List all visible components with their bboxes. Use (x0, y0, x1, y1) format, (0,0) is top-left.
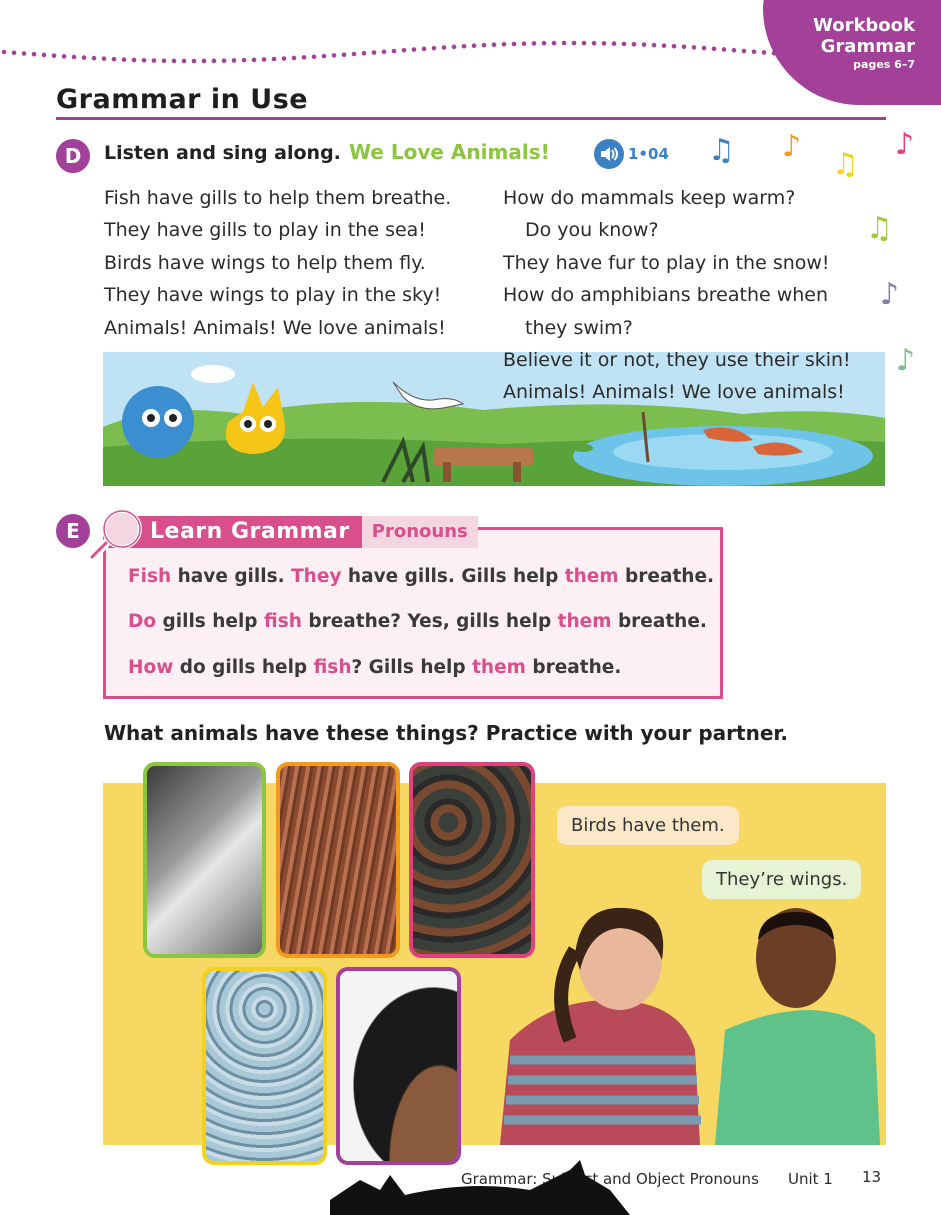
decorative-dot (262, 57, 267, 62)
decorative-dot (402, 48, 407, 53)
highlighted-word: fish (313, 657, 352, 678)
decorative-dot (412, 47, 417, 52)
decorative-dot (372, 50, 377, 55)
decorative-dot (192, 59, 197, 64)
decorative-dot (422, 47, 427, 52)
song-title: We Love Animals! (349, 140, 550, 164)
decorative-dot (322, 54, 327, 59)
grammar-text: breathe. (525, 657, 622, 678)
highlighted-word: them (557, 611, 612, 632)
lyric-line: Animals! Animals! We love animals! (104, 316, 446, 339)
decorative-dot (442, 45, 447, 50)
decorative-dot (202, 59, 207, 64)
deer-silhouette (330, 1160, 630, 1215)
decorative-dot (252, 58, 257, 63)
decorative-dot (122, 57, 127, 62)
footer-unit: Unit 1 (788, 1170, 833, 1188)
decorative-dot (532, 41, 537, 46)
decorative-dot (62, 54, 67, 59)
decorative-dot (172, 59, 177, 64)
learn-grammar-header (108, 516, 478, 548)
decorative-dot (42, 53, 47, 58)
magnifier-icon (86, 505, 146, 565)
grammar-example (128, 657, 621, 678)
decorative-dot (212, 59, 217, 64)
music-note-icon: ♫ (708, 133, 735, 168)
decorative-dot (462, 44, 467, 49)
children-photo (480, 900, 886, 1145)
decorative-dot (312, 54, 317, 59)
grammar-text: have gills. (171, 566, 292, 587)
decorative-dot (382, 49, 387, 54)
lyric-line: How do mammals keep warm? (503, 187, 796, 209)
decorative-dot (682, 44, 687, 49)
decorative-dot (602, 41, 607, 46)
decorative-dot (112, 57, 117, 62)
audio-track-button[interactable] (594, 139, 669, 169)
music-note-icon: ♫ (832, 147, 859, 182)
decorative-dot (542, 41, 547, 46)
decorative-dot (282, 56, 287, 61)
lyric-line: they swim? (525, 316, 633, 339)
highlighted-word: How (128, 657, 174, 678)
decorative-dot (332, 53, 337, 58)
learn-grammar-title: Learn Grammar (108, 516, 362, 548)
decorative-dot (302, 55, 307, 60)
decorative-dot (552, 41, 557, 46)
grammar-text: breathe. (611, 611, 707, 632)
dotted-wave-decoration (0, 30, 790, 75)
decorative-dot (572, 41, 577, 46)
decorative-dot (742, 49, 747, 54)
track-number: 1•04 (628, 145, 669, 163)
decorative-dot (452, 45, 457, 50)
decorative-dot (162, 58, 167, 63)
decorative-dot (142, 58, 147, 63)
decorative-dot (22, 51, 27, 56)
lyric-line: Do you know? (525, 219, 659, 242)
decorative-dot (182, 59, 187, 64)
decorative-dot (352, 52, 357, 57)
grammar-example (128, 566, 714, 587)
scales-photo (202, 967, 327, 1165)
decorative-dot (712, 46, 717, 51)
decorative-dot (522, 41, 527, 46)
lyrics-right-column (503, 182, 851, 409)
page-title: Grammar in Use (56, 84, 309, 115)
decorative-dot (292, 56, 297, 61)
music-note-icon: ♪ (782, 129, 802, 164)
lyric-line: Believe it or not, they use their skin! (503, 349, 851, 372)
workbook-label: Workbook (812, 15, 915, 36)
decorative-dot (362, 51, 367, 56)
grammar-text: gills help (156, 611, 264, 632)
grammar-label: Grammar (820, 36, 915, 57)
highlighted-word: Do (128, 611, 157, 632)
decorative-dot (52, 53, 57, 58)
music-note-icon: ♪ (880, 277, 900, 312)
fur-photo (276, 762, 400, 958)
decorative-dot (722, 47, 727, 52)
music-note-icon: ♪ (896, 343, 916, 378)
footer-topic: Grammar: Subject and Object Pronouns (461, 1170, 759, 1188)
decorative-dot (132, 58, 137, 63)
decorative-dot (472, 43, 477, 48)
decorative-dot (12, 50, 17, 55)
section-d-instruction: Listen and sing along. (104, 142, 341, 164)
decorative-dot (692, 45, 697, 50)
highlighted-word: Fish (128, 566, 172, 587)
lyric-line: Animals! Animals! We love animals! (503, 381, 845, 404)
page-number: 13 (862, 1168, 882, 1186)
lyrics-left-column (104, 182, 451, 344)
music-note-icon: ♪ (895, 127, 915, 162)
decorative-dot (222, 58, 227, 63)
lyric-line: They have wings to play in the sky! (104, 284, 442, 307)
decorative-dot (732, 48, 737, 53)
grammar-text: do gills help (173, 657, 314, 678)
decorative-dot (82, 55, 87, 60)
decorative-dot (272, 57, 277, 62)
decorative-dot (242, 58, 247, 63)
grammar-text: breathe. (618, 566, 715, 587)
title-divider (56, 117, 886, 120)
speech-bubble-girl: Birds have them. (557, 806, 739, 845)
lyric-line: They have gills to play in the sea! (104, 219, 426, 242)
decorative-dot (672, 44, 677, 49)
highlighted-word: them (472, 657, 526, 678)
highlighted-word: fish (263, 611, 302, 632)
hair-photo (336, 967, 461, 1165)
decorative-dot (632, 42, 637, 47)
decorative-dot (502, 42, 507, 47)
speaker-icon[interactable] (594, 139, 624, 169)
decorative-dot (152, 58, 157, 63)
decorative-dot (232, 58, 237, 63)
workbook-pages: pages 6–7 (853, 58, 915, 71)
decorative-dot (652, 43, 657, 48)
decorative-dot (32, 52, 37, 57)
lyric-line: How do amphibians breathe when (503, 284, 829, 307)
decorative-dot (562, 41, 567, 46)
decorative-dot (582, 41, 587, 46)
section-e-badge: E (56, 514, 90, 548)
highlighted-word: them (564, 566, 619, 587)
decorative-dot (702, 46, 707, 51)
wing-photo (143, 762, 266, 958)
grammar-text: have gills. Gills help (341, 566, 565, 587)
decorative-dot (592, 41, 597, 46)
workbook-reference-tab (763, 0, 941, 105)
decorative-dot (662, 43, 667, 48)
decorative-dot (2, 50, 7, 55)
decorative-dot (642, 42, 647, 47)
decorative-dot (612, 41, 617, 46)
decorative-dot (102, 56, 107, 61)
decorative-dot (92, 56, 97, 61)
decorative-dot (512, 42, 517, 47)
grammar-text: ? Gills help (351, 657, 473, 678)
decorative-dot (432, 46, 437, 51)
decorative-dot (622, 42, 627, 47)
decorative-dot (72, 55, 77, 60)
section-d-badge: D (56, 139, 90, 173)
decorative-dot (482, 43, 487, 48)
lyric-line: Birds have wings to help them fly. (104, 251, 426, 274)
decorative-dot (752, 49, 757, 54)
practice-prompt: What animals have these things? Practice with your partner. (104, 721, 788, 745)
learn-grammar-topic: Pronouns (362, 516, 478, 548)
lyric-line: Fish have gills to help them breathe. (104, 187, 452, 209)
decorative-dot (342, 52, 347, 57)
decorative-dot (392, 49, 397, 54)
decorative-dot (492, 42, 497, 47)
speech-bubble-boy: They’re wings. (702, 860, 861, 899)
grammar-example (128, 611, 707, 632)
highlighted-word: They (291, 566, 342, 587)
music-note-icon: ♫ (866, 211, 893, 246)
lyric-line: They have fur to play in the snow! (503, 251, 830, 274)
grammar-text: breathe? Yes, gills help (301, 611, 558, 632)
